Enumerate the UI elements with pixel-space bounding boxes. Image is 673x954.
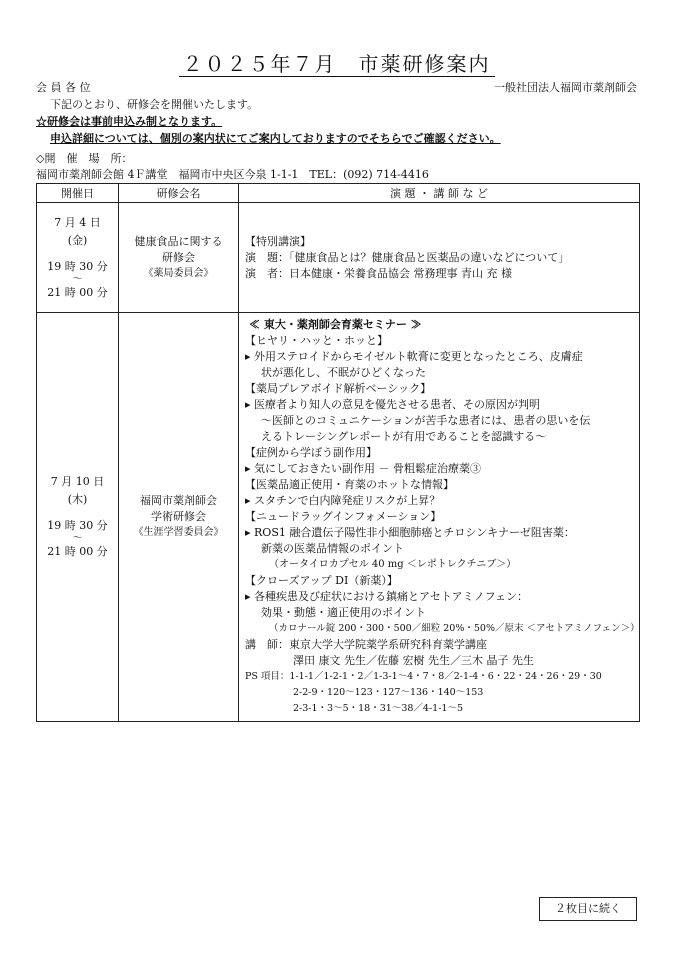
topic-line: 【薬局プレアボイド解析ベーシック】: [245, 382, 432, 395]
topic-line: ▸ スタチンで白内障発症リスクが上昇？: [245, 494, 441, 507]
topic-line: 【医薬品適正使用・育薬のホットな情報】: [245, 478, 454, 491]
ps-items-line: 2-2-9・120〜123・127〜136・140〜153: [293, 687, 484, 698]
topic-cell: [239, 203, 640, 313]
header-topic: 演 題 ・ 講 師 な ど: [239, 184, 640, 203]
seminar-name-line: 福岡市薬剤師会: [140, 494, 217, 507]
topic-line: 新薬の医薬品情報のポイント: [261, 542, 404, 555]
topic-line: えるトレーシングレポートが有用であることを認識する〜: [261, 430, 547, 443]
time-end: 21 時 00 分: [47, 545, 108, 558]
date-cell: [37, 203, 119, 313]
seminar-name-cell: [119, 313, 239, 722]
table-header-row: [37, 184, 640, 203]
topic-line: 【特別講演】: [245, 234, 311, 248]
topic-line: 演 題：「健康食品とは？健康食品と医薬品の違いなどについて」: [245, 250, 570, 264]
intro-text: 下記のとおり、研修会を開催いたします。: [50, 98, 259, 111]
venue-detail: 福岡市薬剤師会館 4Ｆ講堂 福岡市中央区今泉 1-1-1 TEL：(092) 714-4416: [36, 168, 429, 181]
table-row: [37, 203, 640, 313]
continued-notice: ２枚目に続く: [539, 897, 637, 921]
time-end: 21 時 00 分: [47, 285, 108, 299]
ps-items-line: PS 項目：1-1-1／1-2-1・2／1-3-1〜4・7・8／2-1-4・6・22・24・26・29・30: [245, 671, 602, 682]
topic-line: 状が悪化し、不眠がひどくなった: [261, 366, 426, 379]
seminar-heading: ≪ 東大・薬剤師会育薬セミナー ≫: [249, 318, 422, 331]
page-title: ２０２５年７月 市薬研修案内: [0, 48, 673, 77]
topic-line: ▸ ROS1 融合遺伝子陽性非小細胞肺癌とチロシンキナーゼ阻害薬：: [245, 526, 575, 539]
time-start: 19 時 30 分: [47, 259, 108, 273]
ps-items-line: 2-3-1・3〜5・18・31〜38／4-1-1〜5: [293, 703, 464, 714]
topic-line: （カロナール錠 200・300・500／細粒 20%・50%／原末 ＜アセトアミノフェン＞）: [269, 623, 640, 634]
time-separator: 〜: [72, 533, 83, 544]
topic-line: 【ニュードラッグインフォメーション】: [245, 510, 442, 523]
committee-name: 《薬局委員会》: [143, 267, 214, 279]
date: 7 月 10 日: [50, 475, 105, 488]
weekday: (木): [67, 493, 88, 506]
topic-line: ▸ 外用ステロイドからモイゼルト軟膏に変更となったところ、皮膚症: [245, 350, 583, 363]
date: 7 月 4 日: [54, 215, 101, 229]
venue-label: ◇開 催 場 所：: [36, 152, 133, 165]
topic-line: ▸ 各種疾患及び症状における鎮痛とアセトアミノフェン：: [245, 590, 529, 603]
weekday: (金): [67, 233, 88, 247]
seminar-name-line: 学術研修会: [151, 510, 206, 523]
notice-registration: ☆研修会は事前申込み制となります。: [36, 115, 223, 128]
topic-line: ▸ 医療者より知人の意見を優先させる患者、その原因が判明: [245, 398, 541, 411]
topic-line: （オータイロカプセル 40 mg ＜レポトレクチニブ＞）: [269, 559, 517, 570]
organization-name: 一般社団法人福岡市薬剤師会: [494, 81, 637, 94]
header-name: 研修会名: [119, 184, 239, 203]
seminar-table: [36, 183, 640, 722]
seminar-name-cell: [119, 203, 239, 313]
topic-line: 【症例から学ぼう副作用】: [245, 446, 377, 459]
time-separator: 〜: [72, 273, 83, 285]
topic-cell: [239, 313, 640, 722]
header-date: 開催日: [37, 184, 119, 203]
topic-line: 【クローズアップ DI（新薬）】: [245, 574, 398, 587]
lecturer-line: 澤田 康文 先生／佐藤 宏樹 先生／三木 晶子 先生: [293, 654, 534, 667]
table-row: [37, 313, 640, 722]
notice-details: 申込詳細については、個別の案内状にてご案内しておりますのでそちらでご確認ください。: [50, 132, 501, 145]
topic-line: 〜医師とのコミュニケーションが苦手な患者には、患者の思いを伝: [261, 414, 591, 427]
time-start: 19 時 30 分: [47, 519, 108, 532]
topic-line: 【ヒヤリ・ハッと・ホッと】: [245, 334, 388, 347]
topic-line: 効果・動態・適正使用のポイント: [261, 606, 426, 619]
committee-name: 《生涯学習委員会》: [133, 527, 224, 538]
lecturer-line: 講 師：東京大学大学院薬学系研究科育薬学講座: [245, 638, 487, 651]
seminar-name-line: 健康食品に関する: [134, 234, 223, 248]
addressee: 会 員 各 位: [36, 81, 91, 94]
seminar-name-line: 研修会: [162, 250, 195, 264]
topic-line: ▸ 気にしておきたい副作用 － 骨粗鬆症治療薬③: [245, 462, 482, 475]
date-cell: [37, 313, 119, 722]
topic-line: 演 者：日本健康・栄養食品協会 常務理事 青山 充 様: [245, 266, 512, 280]
